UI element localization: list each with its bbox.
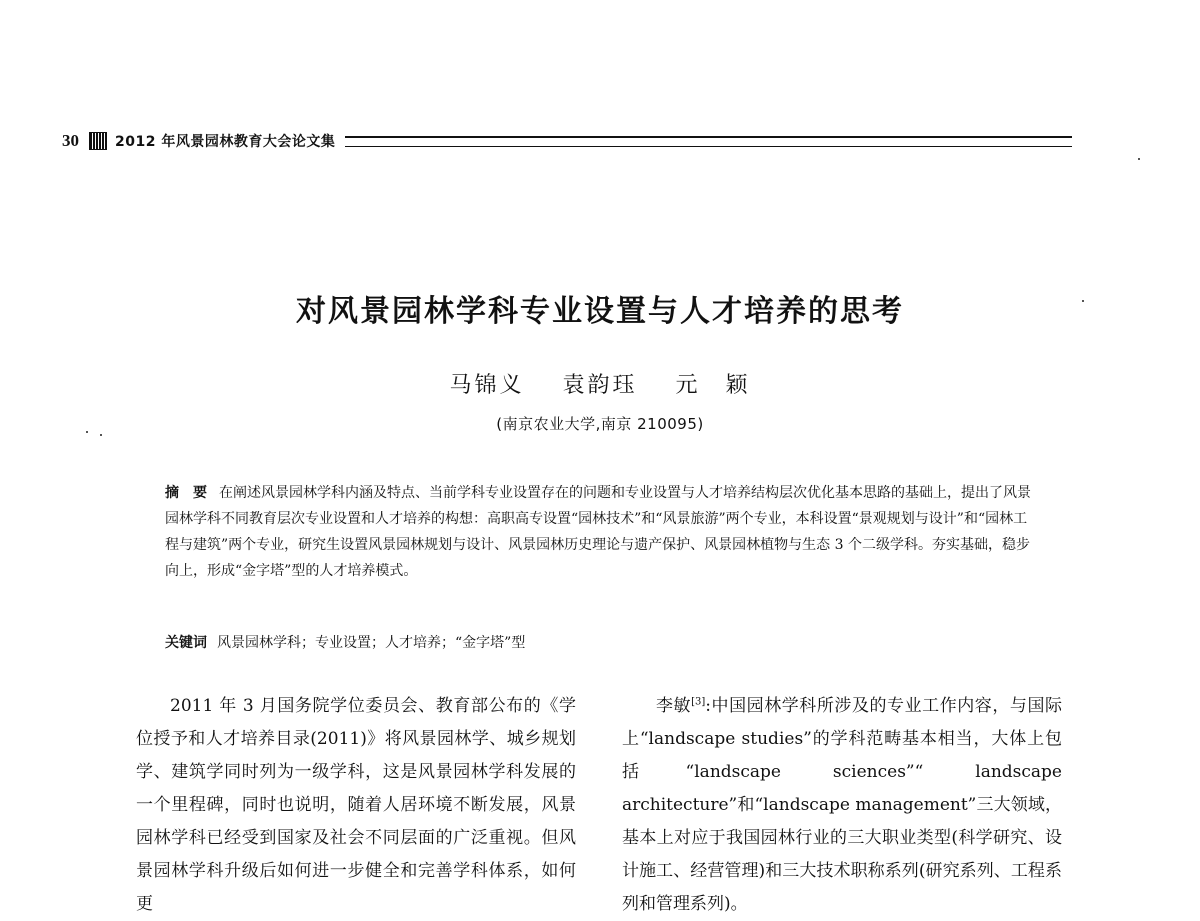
author-name: 元 颖 <box>675 373 751 398</box>
article-title: 对风景园林学科专业设置与人才培养的思考 <box>296 294 904 329</box>
body-column-left <box>136 690 576 921</box>
abstract-block <box>165 480 1035 584</box>
scan-speck <box>86 431 88 433</box>
abstract-label: 摘 要 <box>165 485 207 501</box>
author-name: 马锦义 <box>449 373 525 398</box>
author-name: 袁韵珏 <box>562 373 638 398</box>
journal-emblem-icon <box>89 132 107 150</box>
cited-author: 李敏 <box>656 696 692 716</box>
keywords-text: 风景园林学科；专业设置；人才培养；“金字塔”型 <box>217 635 526 651</box>
keywords-block <box>165 630 1035 656</box>
body-paragraph: 2011 年 3 月国务院学位委员会、教育部公布的《学位授予和人才培养目录(2011)》将风景园林学、城乡规划学、建筑学同时列为一级学科，这是风景园林学科发展的一个里程碑，同时也说明，随着人居环境不断发展，风景园林学科已经受到国家及社会不同层面的广泛重视。但风景园林学科升级后如何进一步健全和完善学科体系，如何更 <box>136 696 576 914</box>
citation-ref: [3] <box>691 696 706 708</box>
scan-speck <box>1138 158 1140 160</box>
body-text: :中国园林学科所涉及的专业工作内容，与国际上“landscape studies”的学科范畴基本相当，大体上包括“landscape sciences”“ landscape architecture”和“landscape management”三大领域，基本上对应于我国园林行业的三大职业类型(科学研究、设计施工、经营管理)和三大技术职称系列(研究系列、工程系列和管理系列)。 <box>622 696 1063 914</box>
body-paragraph <box>622 690 1062 921</box>
page-number: 30 <box>62 131 79 150</box>
affiliation: (南京农业大学,南京 210095) <box>496 415 704 433</box>
running-header <box>62 130 1072 152</box>
header-rule <box>345 136 1072 147</box>
author-list <box>0 368 1200 399</box>
keywords-label: 关键词 <box>165 635 207 651</box>
scan-speck <box>100 434 102 436</box>
abstract-text: 在阐述风景园林学科内涵及特点、当前学科专业设置存在的问题和专业设置与人才培养结构层次优化基本思路的基础上，提出了风景园林学科不同教育层次专业设置和人才培养的构想：高职高专设置“园林技术”和“风景旅游”两个专业，本科设置“景观规划与设计”和“园林工程与建筑”两个专业，研究生设置风景园林规划与设计、风景园林历史理论与遗产保护、风景园林植物与生态 3 个二级学科。夯实基础，稳步向上，形成“金字塔”型的人才培养模式。 <box>165 485 1031 579</box>
body-column-right <box>622 690 1062 921</box>
scan-speck <box>1082 300 1084 302</box>
journal-title: 2012 年风景园林教育大会论文集 <box>115 134 336 150</box>
